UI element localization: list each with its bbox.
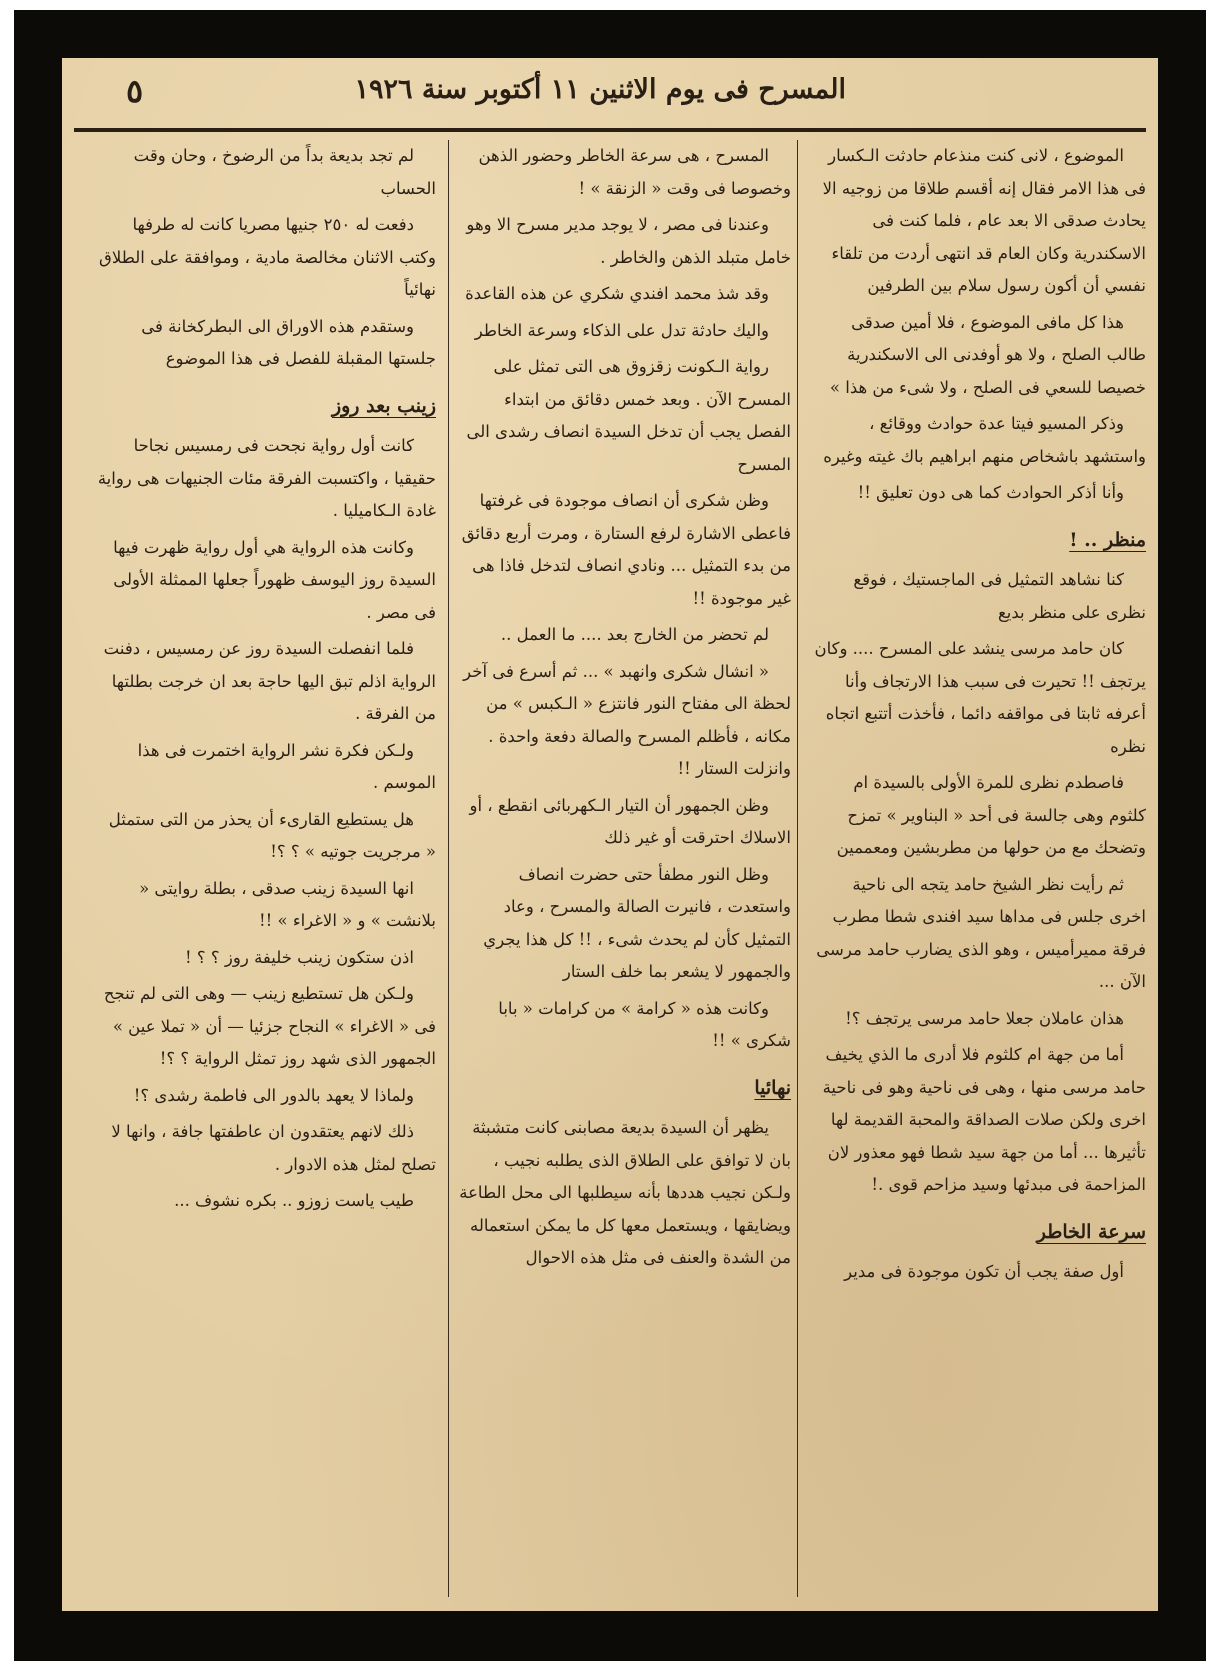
paragraph: طيب ياست زوزو .. بكره نشوف ...: [174, 1191, 414, 1210]
newspaper-page: [62, 58, 1158, 1611]
paragraph: المسرح ، هى سرعة الخاطر وحضور الذهن وخصوصا فى وقت « الزنقة » !: [478, 146, 791, 198]
paragraph: واليك حادثة تدل على الذكاء وسرعة الخاطر: [474, 320, 769, 340]
paragraph: اذن ستكون زينب خليفة روز ؟ ؟ !: [185, 947, 414, 967]
paragraph: وذكر المسيو فيتا عدة حوادث ووقائع ، واستشهد باشخاص منهم ابراهيم باك غيته وغيره: [823, 414, 1146, 466]
paragraph: وكانت هذه الرواية هي أول رواية ظهرت فيها السيدة روز اليوسف ظهوراً جعلها الممثلة الأولى فى مصر .: [113, 537, 436, 622]
paragraph: ولماذا لا يعهد بالدور الى فاطمة رشدى ؟!: [133, 1085, 414, 1105]
paragraph: وأنا أذكر الحوادث كما هى دون تعليق !!: [857, 483, 1124, 502]
paragraph: لم تجد بديعة بداً من الرضوخ ، وحان وقت الحساب: [133, 146, 436, 198]
paragraph: وظن شكرى أن انصاف موجودة فى غرفتها فاعطى الاشارة لرفع الستارة ، ومرت أربع دقائق من بدء التمثيل ... ونادي انصاف لتدخل فاذا هى غير موجودة !!: [461, 491, 791, 608]
paragraph: هل يستطيع القارىء أن يحذر من التى ستمثل « مرجريت جوتيه » ؟ ؟!: [108, 809, 436, 861]
paragraph: انها السيدة زينب صدقى ، بطلة روايتى « بلانشت » و « الاغراء » !!: [139, 878, 436, 930]
paragraph: وظل النور مطفأ حتى حضرت انصاف واستعدت ، فانيرت الصالة والمسرح ، وعاد التمثيل كأن لم يحدث شىء ، !! كل هذا يجري والجمهور لا يشعر بما خلف الستار: [483, 864, 791, 981]
paragraph: « انشال شكرى وانهبد » ... ثم أسرع فى آخر لحظة الى مفتاح النور فانتزع « الـكبس » من مكانه ، فأظلم المسرح والصالة دفعة واحدة . وانزلت الستار !!: [463, 661, 791, 778]
paragraph: فاصطدم نظرى للمرة الأولى بالسيدة ام كلثوم وهى جالسة فى أحد « البناوير » تمزح وتضحك مع من حولها من مطربشين ومعممين: [836, 773, 1146, 857]
header-rule: [74, 131, 1146, 132]
scan-border: [14, 10, 1206, 1661]
paragraph: وقد شذ محمد افندي شكري عن هذه القاعدة: [465, 284, 769, 303]
paragraph: وستقدم هذه الاوراق الى البطركخانة فى جلستها المقبلة للفصل فى هذا الموضوع: [141, 316, 436, 368]
page-header: [74, 66, 1146, 131]
paragraph: وكانت هذه « كرامة » من كرامات « بابا شكرى » !!: [498, 998, 791, 1050]
section-heading: نهائيا: [754, 1076, 791, 1099]
column-middle: [448, 140, 798, 1597]
paragraph: دفعت له ٢٥٠ جنيها مصريا كانت له طرفها وكتب الاثنان مخالصة مادية ، وموافقة على الطلاق نهائياً: [99, 215, 436, 299]
paragraph: ذلك لانهم يعتقدون ان عاطفتها جافة ، وانها لا تصلح لمثل هذه الادوار .: [111, 1122, 436, 1174]
paragraph: أما من جهة ام كلثوم فلا أدرى ما الذي يخيف حامد مرسى منها ، وهى فى ناحية وهو فى ناحية اخرى ولكن صلات الصداقة والمحبة القديمة لها تأثيرها ... أما من جهة سيد شطا فهو معذور لان المزاحمة فى مبدئها وسيد مزاحم قوى .!: [822, 1045, 1146, 1194]
paragraph: ولـكن فكرة نشر الرواية اختمرت فى هذا الموسم .: [137, 740, 436, 792]
paragraph: فلما انفصلت السيدة روز عن رمسيس ، دفنت الرواية اذلم تبق اليها حاجة بعد ان خرجت بطلتها من الفرقة .: [103, 639, 436, 723]
paragraph: ثم رأيت نظر الشيخ حامد يتجه الى ناحية اخرى جلس فى مداها سيد افندى شطا مطرب فرقة مميرأميس ، وهو الذى يضارب حامد مرسى الآن ...: [816, 874, 1146, 991]
page-number: ٥: [126, 72, 144, 110]
paragraph: أول صفة يجب أن تكون موجودة فى مدير: [844, 1262, 1124, 1281]
section-heading: سرعة الخاطر: [1036, 1220, 1146, 1243]
paragraph: كان حامد مرسى ينشد على المسرح .... وكان يرتجف !! تحيرت فى سبب هذا الارتجاف وأنا أعرفه ثابتا فى مواقفه دائما ، فأخذت أتتبع اتجاه نظره: [814, 639, 1146, 756]
paragraph: كانت أول رواية نجحت فى رمسيس نجاحا حقيقيا ، واكتسبت الفرقة مئات الجنيهات هى رواية غادة الـكاميليا .: [97, 436, 436, 520]
paragraph: ولـكن هل تستطيع زينب — وهى التى لم تنجح فى « الاغراء » النجاح جزئيا — أن « تملا عين » الجمهور الذى شهد روز تمثل الرواية ؟ ؟!: [103, 984, 436, 1068]
paragraph: وظن الجمهور أن التيار الـكهربائى انقطع ، أو الاسلاك احترقت أو غير ذلك: [469, 795, 791, 847]
paragraph: رواية الـكونت زقزوق هى التى تمثل على المسرح الآن . وبعد خمس دقائق من ابتداء الفصل يجب أن تدخل السيدة انصاف رشدى الى المسرح: [466, 357, 791, 474]
paragraph: هذان عاملان جعلا حامد مرسى يرتجف ؟!: [845, 1008, 1124, 1028]
paragraph: لم تحضر من الخارج بعد .... ما العمل ..: [500, 625, 769, 644]
paragraph: كنا نشاهد التمثيل فى الماجستيك ، فوقع نظرى على منظر بديع: [853, 570, 1146, 622]
section-heading: زينب بعد روز: [331, 394, 436, 417]
paragraph: وعندنا فى مصر ، لا يوجد مدير مسرح الا وهو خامل متبلد الذهن والخاطر .: [466, 215, 791, 267]
paragraph: الموضوع ، لانى كنت منذعام حادثت الـكسار فى هذا الامر فقال إنه أقسم طلاقا من زوجيه الا يحادث صدقى الا بعد عام ، فلما كنت فى الاسكندرية وكان العام قد انتهى أردت من تلقاء نفسي أن أكون رسول سلام بين الطرفين: [822, 146, 1146, 295]
paragraph: هذا كل مافى الموضوع ، فلا أمين صدقى طالب الصلح ، ولا هو أوفدنى الى الاسكندرية خصيصا للسعي فى الصلح ، ولا شىء من هذا »: [829, 312, 1146, 397]
column-right: [806, 140, 1152, 1597]
page-title: المسرح فى يوم الاثنين ١١ أكتوبر سنة ١٩٢٦: [354, 74, 846, 105]
column-left: [90, 140, 442, 1597]
section-heading: منظر .. !: [1069, 528, 1146, 551]
paragraph: يظهر أن السيدة بديعة مصابنى كانت متشبثة بان لا توافق على الطلاق الذى يطلبه نجيب ، ولـكن نجيب هددها بأنه سيطلبها الى محل الطاعة ويضايقها ، ويستعمل معها كل ما يمكن استعماله من الشدة والعنف فى مثل هذه الاحوال: [459, 1118, 791, 1267]
